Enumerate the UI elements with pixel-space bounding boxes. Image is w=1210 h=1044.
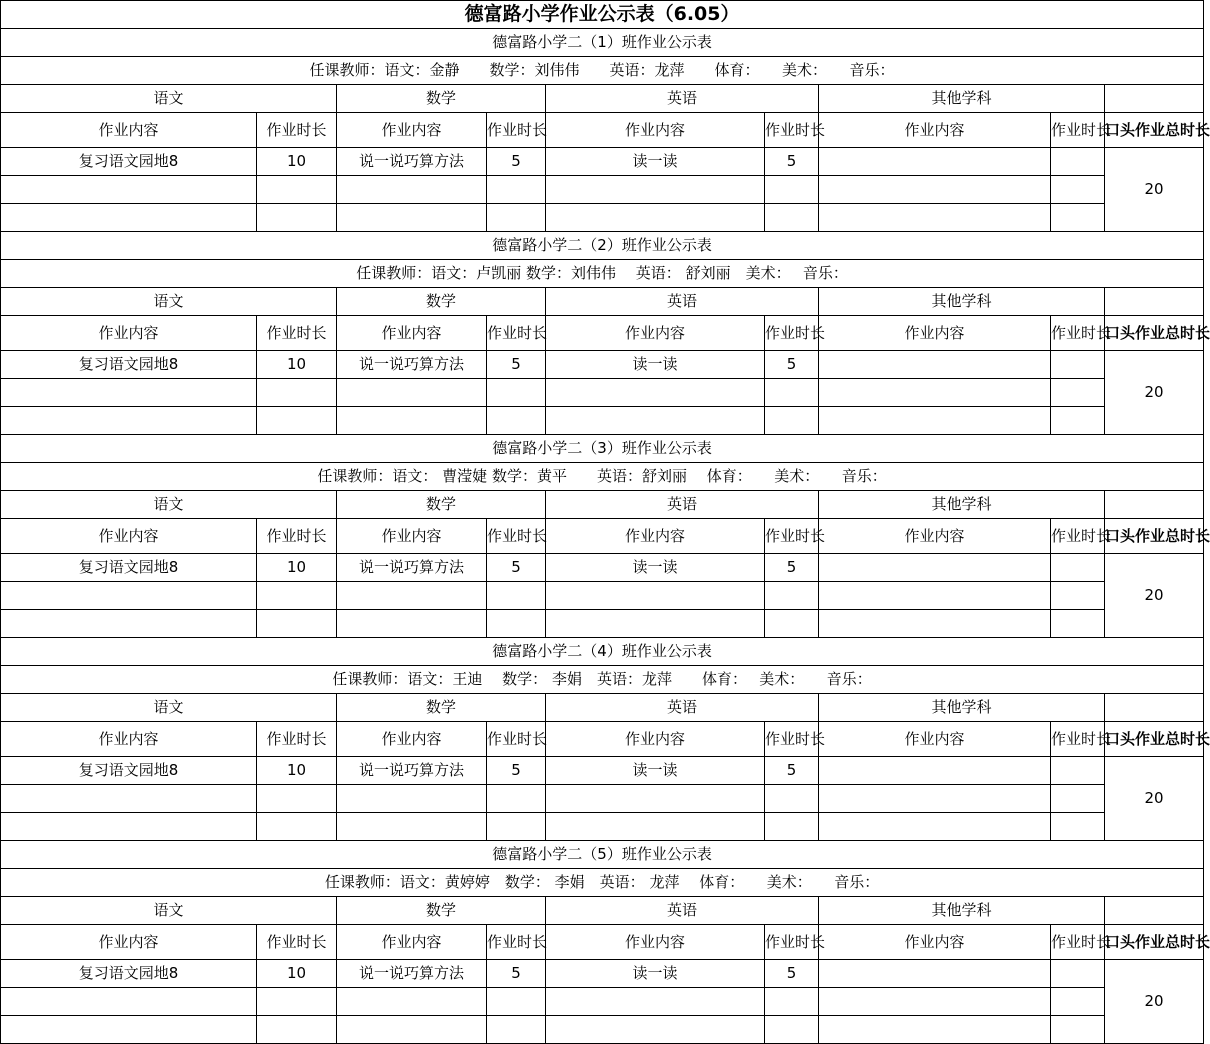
english-homework-time: 5 [765,351,819,379]
column-header-duration: 作业时长 [1051,519,1105,554]
column-header-duration: 作业时长 [257,925,337,960]
empty-cell [257,988,337,1016]
subject-other-header: 其他学科 [819,694,1105,722]
english-homework-content: 读一读 [546,148,765,176]
empty-cell [337,379,487,407]
english-homework-time: 5 [765,960,819,988]
subject-math-header: 数学 [337,288,546,316]
empty-cell [819,176,1051,204]
teacher-list: 任课教师：语文：黄婷婷 数学： 李娟 英语： 龙萍 体育： 美术： 音乐： [1,869,1204,897]
chinese-homework-content: 复习语文园地8 [1,960,257,988]
column-header-content: 作业内容 [337,519,487,554]
empty-cell [487,813,546,841]
empty-cell [765,610,819,638]
other-homework-time [1051,757,1105,785]
subject-math-header: 数学 [337,85,546,113]
subject-math-header: 数学 [337,694,546,722]
subject-math-header: 数学 [337,491,546,519]
empty-cell [765,1016,819,1044]
column-header-content: 作业内容 [546,113,765,148]
empty-cell [337,407,487,435]
column-header-duration: 作业时长 [487,722,546,757]
empty-cell [257,204,337,232]
column-header-content: 作业内容 [546,722,765,757]
empty-cell [1051,204,1105,232]
empty-cell [819,988,1051,1016]
empty-cell [1,610,257,638]
empty-cell [765,813,819,841]
column-header-duration: 作业时长 [1051,113,1105,148]
blank-cell [1105,491,1204,519]
oral-total-value: 20 [1105,960,1204,1044]
math-homework-time: 5 [487,148,546,176]
column-header-duration: 作业时长 [487,925,546,960]
column-header-duration: 作业时长 [257,722,337,757]
empty-cell [546,407,765,435]
math-homework-content: 说一说巧算方法 [337,351,487,379]
subject-other-header: 其他学科 [819,288,1105,316]
subject-chinese-header: 语文 [1,288,337,316]
empty-cell [487,1016,546,1044]
column-header-content: 作业内容 [819,519,1051,554]
subject-chinese-header: 语文 [1,897,337,925]
chinese-homework-content: 复习语文园地8 [1,757,257,785]
empty-cell [487,407,546,435]
teacher-list: 任课教师：语文： 曹滢婕 数学：黄平 英语：舒刘丽 体育： 美术： 音乐： [1,463,1204,491]
empty-cell [765,204,819,232]
column-header-oral-total: 口头作业总时长 [1105,722,1204,757]
empty-cell [257,785,337,813]
column-header-content: 作业内容 [337,722,487,757]
column-header-content: 作业内容 [546,519,765,554]
empty-cell [765,785,819,813]
subject-chinese-header: 语文 [1,491,337,519]
other-homework-time [1051,960,1105,988]
empty-cell [765,407,819,435]
column-header-duration: 作业时长 [765,519,819,554]
class-title: 德富路小学二（3）班作业公示表 [1,435,1204,463]
other-homework-content [819,351,1051,379]
class-title: 德富路小学二（5）班作业公示表 [1,841,1204,869]
empty-cell [765,988,819,1016]
blank-cell [1105,288,1204,316]
other-homework-content [819,554,1051,582]
chinese-homework-time: 10 [257,148,337,176]
teacher-list: 任课教师：语文：金静 数学：刘伟伟 英语：龙萍 体育： 美术： 音乐： [1,57,1204,85]
empty-cell [257,610,337,638]
other-homework-time [1051,554,1105,582]
empty-cell [1051,379,1105,407]
other-homework-content [819,148,1051,176]
empty-cell [819,785,1051,813]
subject-chinese-header: 语文 [1,85,337,113]
other-homework-time [1051,148,1105,176]
empty-cell [1,379,257,407]
empty-cell [1,204,257,232]
column-header-content: 作业内容 [1,925,257,960]
english-homework-time: 5 [765,554,819,582]
math-homework-content: 说一说巧算方法 [337,554,487,582]
english-homework-content: 读一读 [546,351,765,379]
column-header-duration: 作业时长 [487,316,546,351]
empty-cell [487,582,546,610]
empty-cell [337,610,487,638]
empty-cell [1,176,257,204]
empty-cell [337,582,487,610]
empty-cell [546,610,765,638]
english-homework-content: 读一读 [546,960,765,988]
chinese-homework-time: 10 [257,757,337,785]
column-header-duration: 作业时长 [765,722,819,757]
empty-cell [1,1016,257,1044]
empty-cell [1,813,257,841]
oral-total-value: 20 [1105,554,1204,638]
empty-cell [819,204,1051,232]
column-header-duration: 作业时长 [765,316,819,351]
english-homework-time: 5 [765,757,819,785]
empty-cell [765,176,819,204]
empty-cell [257,1016,337,1044]
empty-cell [765,582,819,610]
math-homework-content: 说一说巧算方法 [337,757,487,785]
empty-cell [546,1016,765,1044]
empty-cell [546,813,765,841]
column-header-content: 作业内容 [819,316,1051,351]
empty-cell [337,204,487,232]
column-header-content: 作业内容 [337,316,487,351]
empty-cell [337,176,487,204]
column-header-content: 作业内容 [819,113,1051,148]
empty-cell [819,1016,1051,1044]
blank-cell [1105,85,1204,113]
column-header-duration: 作业时长 [487,113,546,148]
empty-cell [337,1016,487,1044]
blank-cell [1105,897,1204,925]
oral-total-value: 20 [1105,148,1204,232]
empty-cell [257,582,337,610]
column-header-duration: 作业时长 [257,113,337,148]
empty-cell [337,785,487,813]
other-homework-content [819,757,1051,785]
oral-total-value: 20 [1105,351,1204,435]
column-header-oral-total: 口头作业总时长 [1105,925,1204,960]
chinese-homework-time: 10 [257,351,337,379]
math-homework-content: 说一说巧算方法 [337,960,487,988]
column-header-oral-total: 口头作业总时长 [1105,316,1204,351]
empty-cell [819,582,1051,610]
column-header-content: 作业内容 [1,113,257,148]
column-header-duration: 作业时长 [1051,722,1105,757]
blank-cell [1105,694,1204,722]
math-homework-time: 5 [487,757,546,785]
empty-cell [1051,582,1105,610]
empty-cell [819,379,1051,407]
subject-other-header: 其他学科 [819,897,1105,925]
column-header-content: 作业内容 [546,316,765,351]
column-header-oral-total: 口头作业总时长 [1105,113,1204,148]
empty-cell [337,813,487,841]
empty-cell [257,407,337,435]
subject-chinese-header: 语文 [1,694,337,722]
column-header-content: 作业内容 [1,316,257,351]
empty-cell [1051,407,1105,435]
subject-english-header: 英语 [546,694,819,722]
class-title: 德富路小学二（2）班作业公示表 [1,232,1204,260]
empty-cell [819,610,1051,638]
empty-cell [819,407,1051,435]
subject-english-header: 英语 [546,491,819,519]
empty-cell [487,988,546,1016]
subject-english-header: 英语 [546,897,819,925]
empty-cell [257,379,337,407]
empty-cell [257,813,337,841]
empty-cell [487,176,546,204]
empty-cell [487,785,546,813]
oral-total-value: 20 [1105,757,1204,841]
math-homework-time: 5 [487,960,546,988]
column-header-duration: 作业时长 [487,519,546,554]
column-header-content: 作业内容 [1,519,257,554]
page-title: 德富路小学作业公示表（6.05） [1,1,1204,29]
empty-cell [1,785,257,813]
column-header-duration: 作业时长 [1051,925,1105,960]
column-header-content: 作业内容 [337,113,487,148]
column-header-duration: 作业时长 [257,316,337,351]
column-header-duration: 作业时长 [765,113,819,148]
empty-cell [1,582,257,610]
chinese-homework-time: 10 [257,554,337,582]
other-homework-content [819,960,1051,988]
english-homework-time: 5 [765,148,819,176]
column-header-content: 作业内容 [337,925,487,960]
class-title: 德富路小学二（1）班作业公示表 [1,29,1204,57]
other-homework-time [1051,351,1105,379]
math-homework-time: 5 [487,554,546,582]
teacher-list: 任课教师：语文：卢凯丽 数学：刘伟伟 英语： 舒刘丽 美术： 音乐： [1,260,1204,288]
empty-cell [765,379,819,407]
column-header-content: 作业内容 [546,925,765,960]
empty-cell [546,204,765,232]
math-homework-time: 5 [487,351,546,379]
class-title: 德富路小学二（4）班作业公示表 [1,638,1204,666]
column-header-content: 作业内容 [819,925,1051,960]
chinese-homework-content: 复习语文园地8 [1,351,257,379]
empty-cell [546,582,765,610]
empty-cell [487,610,546,638]
empty-cell [1051,176,1105,204]
column-header-duration: 作业时长 [1051,316,1105,351]
subject-math-header: 数学 [337,897,546,925]
empty-cell [1,988,257,1016]
column-header-duration: 作业时长 [257,519,337,554]
column-header-duration: 作业时长 [765,925,819,960]
empty-cell [1,407,257,435]
empty-cell [1051,1016,1105,1044]
empty-cell [1051,988,1105,1016]
empty-cell [546,988,765,1016]
column-header-oral-total: 口头作业总时长 [1105,519,1204,554]
empty-cell [487,204,546,232]
subject-english-header: 英语 [546,85,819,113]
math-homework-content: 说一说巧算方法 [337,148,487,176]
empty-cell [546,176,765,204]
english-homework-content: 读一读 [546,757,765,785]
column-header-content: 作业内容 [819,722,1051,757]
column-header-content: 作业内容 [1,722,257,757]
subject-other-header: 其他学科 [819,85,1105,113]
empty-cell [819,813,1051,841]
subject-other-header: 其他学科 [819,491,1105,519]
empty-cell [1051,785,1105,813]
empty-cell [257,176,337,204]
empty-cell [1051,610,1105,638]
chinese-homework-content: 复习语文园地8 [1,148,257,176]
empty-cell [1051,813,1105,841]
empty-cell [337,988,487,1016]
chinese-homework-content: 复习语文园地8 [1,554,257,582]
subject-english-header: 英语 [546,288,819,316]
chinese-homework-time: 10 [257,960,337,988]
english-homework-content: 读一读 [546,554,765,582]
empty-cell [546,379,765,407]
empty-cell [546,785,765,813]
teacher-list: 任课教师：语文：王迪 数学： 李娟 英语：龙萍 体育： 美术： 音乐： [1,666,1204,694]
empty-cell [487,379,546,407]
